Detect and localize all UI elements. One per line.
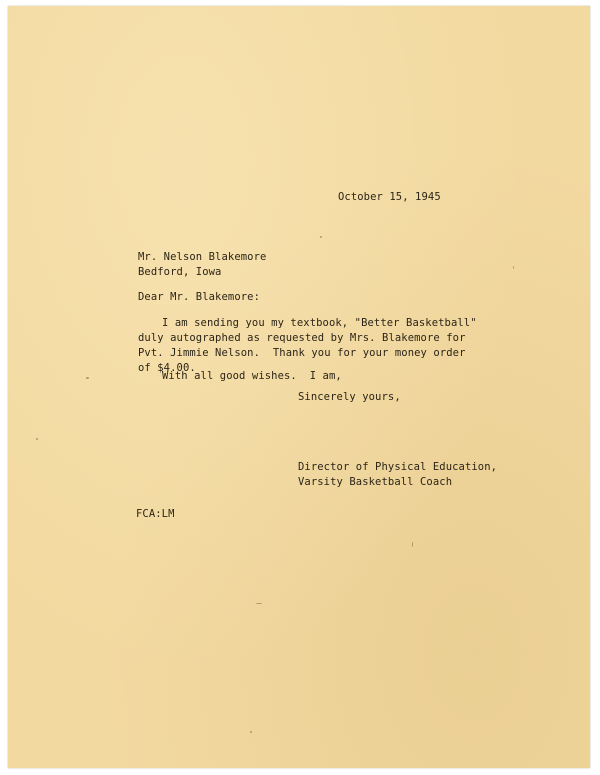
paper-speck xyxy=(250,731,252,733)
signature-title-2: Varsity Basketball Coach xyxy=(298,476,453,488)
closing: Sincerely yours, xyxy=(298,391,401,403)
body-line-2: duly autographed as requested by Mrs. Blakemore for xyxy=(138,332,466,344)
body-line-4: of $4.00. xyxy=(138,362,196,374)
body-line-1: I am sending you my textbook, "Better Basketball" xyxy=(162,317,477,329)
body-line-3: Pvt. Jimmie Nelson. Thank you for your money order xyxy=(138,347,466,359)
paper-speck xyxy=(412,542,413,547)
paper-speck xyxy=(86,377,89,379)
paper-speck xyxy=(256,603,262,604)
letter-page xyxy=(8,6,590,768)
letter-date: October 15, 1945 xyxy=(338,191,441,203)
signature-title-1: Director of Physical Education, xyxy=(298,461,498,473)
salutation: Dear Mr. Blakemore: xyxy=(138,291,261,303)
reference-initials: FCA:LM xyxy=(136,508,175,520)
recipient-name: Mr. Nelson Blakemore xyxy=(138,251,267,263)
recipient-location: Bedford, Iowa xyxy=(138,266,222,278)
paper-speck xyxy=(513,266,514,269)
closing-wishes: With all good wishes. I am, xyxy=(162,370,342,382)
paper-speck xyxy=(320,236,322,238)
paper-speck xyxy=(36,438,38,440)
